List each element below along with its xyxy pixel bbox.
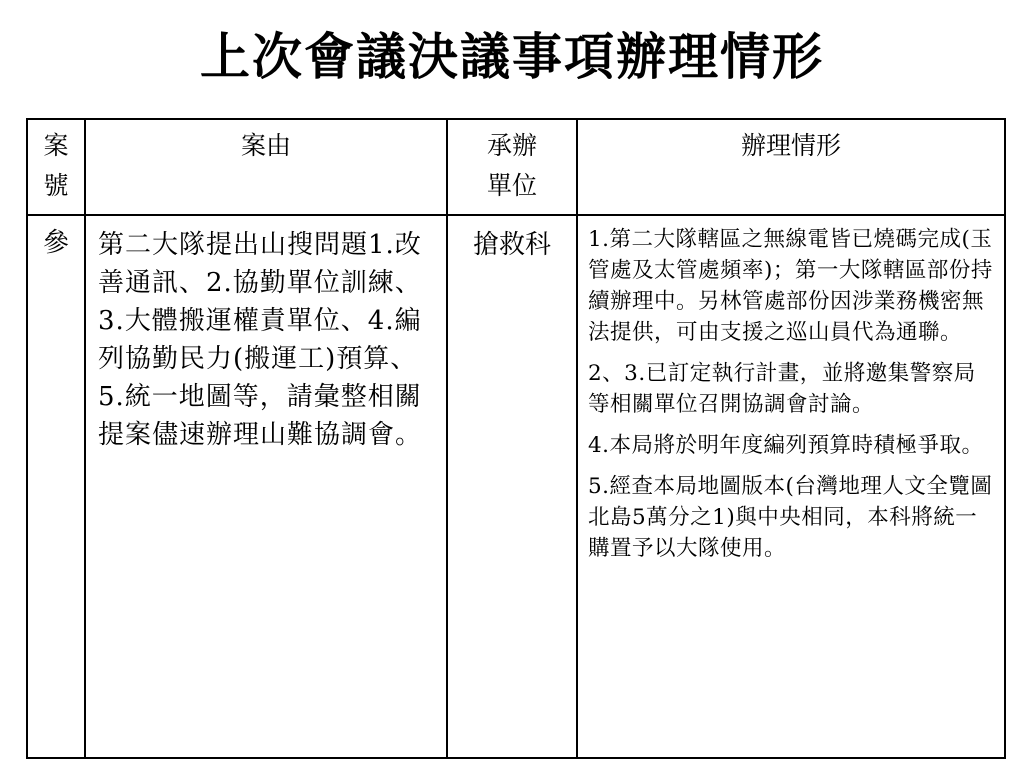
header-status — [577, 119, 1005, 215]
handling-unit-cell: 搶救科 — [447, 215, 577, 758]
header-case-number-label: 案號 — [43, 131, 69, 200]
table-row — [27, 215, 1005, 758]
header-case-reason — [85, 119, 447, 215]
case-number-cell: 參 — [27, 215, 85, 758]
table-header-row — [27, 119, 1005, 215]
case-reason-cell: 第二大隊提出山搜問題1.改善通訊、2.協勤單位訓練、3.大體搬運權責單位、4.編列協勤民力(搬運工)預算、5.統一地圖等，請彙整相關提案儘速辦理山難協調會。 — [85, 215, 447, 758]
status-cell — [577, 215, 1005, 758]
status-item-1: 1.第二大隊轄區之無線電皆已燒碼完成(玉管處及太管處頻率)；第一大隊轄區部份持續辦理中。另林管處部份因涉業務機密無法提供，可由支援之巡山員代為通聯。 — [588, 227, 993, 345]
header-case-reason-label: 案由 — [240, 131, 291, 160]
resolution-table — [26, 118, 1006, 759]
header-handling-unit-label: 承辦單位 — [486, 131, 537, 200]
page-title: 上次會議決議事項辦理情形 — [200, 27, 824, 86]
header-status-label: 辦理情形 — [740, 131, 841, 160]
status-item-3: 4.本局將於明年度編列預算時積極爭取。 — [588, 433, 984, 458]
status-item-4: 5.經查本局地圖版本(台灣地理人文全覽圖北島5萬分之1)與中央相同，本科將統一購置予以大隊使用。 — [588, 474, 993, 561]
header-handling-unit — [447, 119, 577, 215]
header-case-number — [27, 119, 85, 215]
status-item-2: 2、3.已訂定執行計畫，並將邀集警察局等相關單位召開協調會討論。 — [588, 361, 976, 417]
